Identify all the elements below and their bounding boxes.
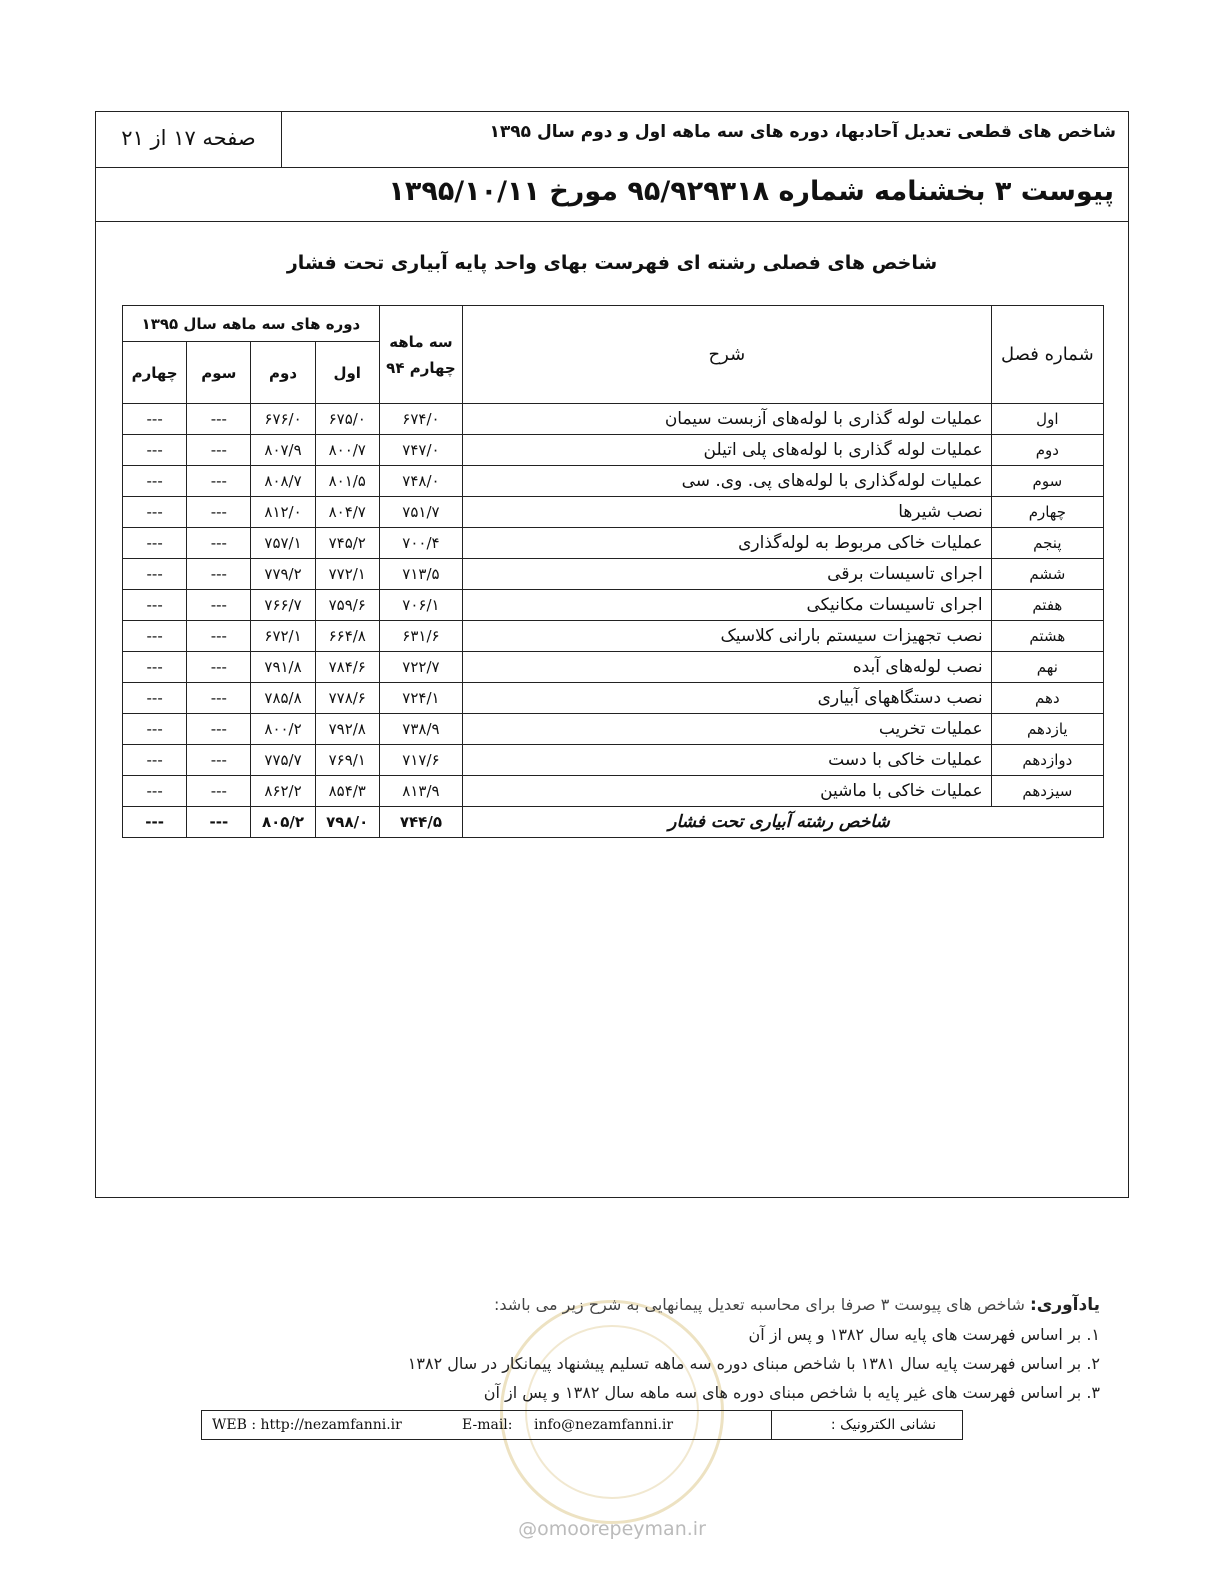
cell-q4: --- [123,590,187,621]
header-q3: سوم [187,342,251,404]
cell-q4-94: ۶۳۱/۶ [379,621,462,652]
header-q4: چهارم [123,342,187,404]
cell-q1: ۸۰۴/۷ [315,497,379,528]
header-description: شرح [463,306,992,404]
cell-q3: --- [187,652,251,683]
cell-q4: --- [123,466,187,497]
cell-q1: ۷۴۵/۲ [315,528,379,559]
cell-q4-94: ۷۱۷/۶ [379,745,462,776]
cell-q3: --- [187,404,251,435]
cell-q2: ۶۷۲/۱ [251,621,315,652]
cell-q1: ۷۶۹/۱ [315,745,379,776]
table-row [123,745,1104,776]
cell-q4: --- [123,435,187,466]
cell-q2: ۸۰۸/۷ [251,466,315,497]
cell-q4: --- [123,745,187,776]
cell-q4: --- [123,714,187,745]
cell-q4-94: ۷۵۱/۷ [379,497,462,528]
table-row [123,404,1104,435]
cell-q4: --- [123,497,187,528]
notes-title: یادآوری: [1029,1295,1100,1315]
cell-chapter: سوم [991,466,1103,497]
cell-desc: عملیات تخریب [463,714,992,745]
total-desc: شاخص رشته آبیاری تحت فشار [463,807,1104,838]
cell-q4-94: ۷۴۸/۰ [379,466,462,497]
cell-q2: ۶۷۶/۰ [251,404,315,435]
contact-label: نشانی الکترونیک : [771,1411,962,1439]
cell-q4: --- [123,652,187,683]
cell-q1: ۷۸۴/۶ [315,652,379,683]
table-row [123,435,1104,466]
header-row-1 [96,112,1128,168]
cell-q4-94: ۸۱۳/۹ [379,776,462,807]
header-group-1395: دوره های سه ماهه سال ۱۳۹۵ [123,306,380,342]
cell-q3: --- [187,435,251,466]
cell-q3: --- [187,497,251,528]
note-item-2: ۲. بر اساس فهرست پایه سال ۱۳۸۱ با شاخص مبنای دوره سه ماهه تسلیم پیشنهاد پیمانکار در سال ۱۳۸۲ [407,1354,1100,1373]
total-q1: ۷۹۸/۰ [315,807,379,838]
cell-q4-94: ۷۱۳/۵ [379,559,462,590]
cell-q2: ۸۱۲/۰ [251,497,315,528]
cell-q4: --- [123,528,187,559]
total-q4: --- [123,807,187,838]
cell-q1: ۸۵۴/۳ [315,776,379,807]
cell-q4-94: ۷۲۲/۷ [379,652,462,683]
page-number: صفحه ۱۷ از ۲۱ [96,112,282,167]
contact-box [201,1410,963,1440]
table-row [123,776,1104,807]
cell-q4-94: ۶۷۴/۰ [379,404,462,435]
cell-desc: عملیات خاکی با دست [463,745,992,776]
header-q2: دوم [251,342,315,404]
index-table [122,305,1104,838]
table-row [123,683,1104,714]
cell-desc: عملیات لوله‌گذاری با لوله‌های پی. وی. سی [463,466,992,497]
cell-q3: --- [187,776,251,807]
cell-q1: ۷۷۲/۱ [315,559,379,590]
cell-chapter: نهم [991,652,1103,683]
cell-desc: نصب دستگاههای آبیاری [463,683,992,714]
cell-q3: --- [187,621,251,652]
cell-chapter: یازدهم [991,714,1103,745]
cell-desc: اجرای تاسیسات مکانیکی [463,590,992,621]
cell-desc: عملیات لوله گذاری با لوله‌های آزبست سیمان [463,404,992,435]
cell-q2: ۸۶۲/۲ [251,776,315,807]
table-row [123,652,1104,683]
cell-q1: ۷۹۲/۸ [315,714,379,745]
cell-desc: عملیات خاکی با ماشین [463,776,992,807]
table-row [123,497,1104,528]
cell-q1: ۷۷۸/۶ [315,683,379,714]
cell-desc: نصب تجهیزات سیستم بارانی کلاسیک [463,621,992,652]
cell-q3: --- [187,714,251,745]
cell-q4: --- [123,683,187,714]
cell-chapter: دوم [991,435,1103,466]
cell-q4-94: ۷۲۴/۱ [379,683,462,714]
cell-q1: ۶۶۴/۸ [315,621,379,652]
cell-chapter: هفتم [991,590,1103,621]
cell-q4-94: ۷۳۸/۹ [379,714,462,745]
cell-chapter: دهم [991,683,1103,714]
total-q2: ۸۰۵/۲ [251,807,315,838]
total-q4-94: ۷۴۴/۵ [379,807,462,838]
notes-section [200,1290,1100,1407]
email-label: E-mail: [462,1417,513,1433]
cell-q2: ۷۸۵/۸ [251,683,315,714]
cell-q4-94: ۷۴۷/۰ [379,435,462,466]
cell-chapter: دوازدهم [991,745,1103,776]
document-frame [95,111,1129,1198]
cell-chapter: سیزدهم [991,776,1103,807]
cell-q3: --- [187,466,251,497]
header-title: شاخص های قطعی تعدیل آحادبها، دوره های سه ماهه اول و دوم سال ۱۳۹۵ [489,122,1116,142]
table-row [123,528,1104,559]
header-q4-94: سه ماهه چهارم ۹۴ [379,306,462,404]
cell-q4-94: ۷۰۰/۴ [379,528,462,559]
cell-chapter: پنجم [991,528,1103,559]
cell-q2: ۸۰۰/۲ [251,714,315,745]
cell-q3: --- [187,745,251,776]
table-row [123,714,1104,745]
cell-chapter: چهارم [991,497,1103,528]
cell-desc: نصب شیرها [463,497,992,528]
notes-intro: شاخص های پیوست ۳ صرفا برای محاسبه تعدیل پیمانهایی به شرح زیر می باشد: [494,1295,1025,1314]
table-row [123,559,1104,590]
table-row [123,621,1104,652]
cell-q1: ۶۷۵/۰ [315,404,379,435]
header-row-2 [96,168,1128,222]
note-item-3: ۳. بر اساس فهرست های غیر پایه با شاخص مبنای دوره های سه ماهه سال ۱۳۸۲ و پس از آن [483,1383,1100,1402]
cell-q4: --- [123,559,187,590]
email-link[interactable]: info@nezamfanni.ir [534,1417,674,1433]
cell-q1: ۷۵۹/۶ [315,590,379,621]
cell-q3: --- [187,683,251,714]
total-q3: --- [187,807,251,838]
cell-q3: --- [187,559,251,590]
cell-chapter: هشتم [991,621,1103,652]
web-link[interactable]: WEB : http://nezamfanni.ir [212,1417,402,1433]
table-row [123,466,1104,497]
cell-desc: عملیات لوله گذاری با لوله‌های پلی اتیلن [463,435,992,466]
cell-q1: ۸۰۱/۵ [315,466,379,497]
cell-desc: عملیات خاکی مربوط به لوله‌گذاری [463,528,992,559]
cell-chapter: ششم [991,559,1103,590]
cell-q4: --- [123,404,187,435]
watermark-url: @omoorepeyman.ir [518,1518,706,1540]
cell-q2: ۷۷۹/۲ [251,559,315,590]
header-q1: اول [315,342,379,404]
cell-q4: --- [123,776,187,807]
cell-q3: --- [187,590,251,621]
notes-header [200,1290,1100,1320]
cell-q2: ۷۶۶/۷ [251,590,315,621]
cell-q2: ۷۷۵/۷ [251,745,315,776]
header-chapter: شماره فصل [991,306,1103,404]
cell-q2: ۸۰۷/۹ [251,435,315,466]
cell-desc: اجرای تاسیسات برقی [463,559,992,590]
header-subtitle: پیوست ۳ بخشنامه شماره ۹۵/۹۲۹۳۱۸ مورخ ۱۳۹۵/۱۰/۱۱ [388,176,1114,207]
cell-q4-94: ۷۰۶/۱ [379,590,462,621]
cell-q2: ۷۵۷/۱ [251,528,315,559]
cell-q4: --- [123,621,187,652]
cell-q2: ۷۹۱/۸ [251,652,315,683]
table-title: شاخص های فصلی رشته ای فهرست بهای واحد پایه آبیاری تحت فشار [286,252,938,274]
table-body [123,404,1104,838]
note-item-1: ۱. بر اساس فهرست های پایه سال ۱۳۸۲ و پس از آن [748,1325,1100,1344]
cell-chapter: اول [991,404,1103,435]
cell-q1: ۸۰۰/۷ [315,435,379,466]
cell-desc: نصب لوله‌های آبده [463,652,992,683]
cell-q3: --- [187,528,251,559]
table-row [123,590,1104,621]
table-total-row [123,807,1104,838]
